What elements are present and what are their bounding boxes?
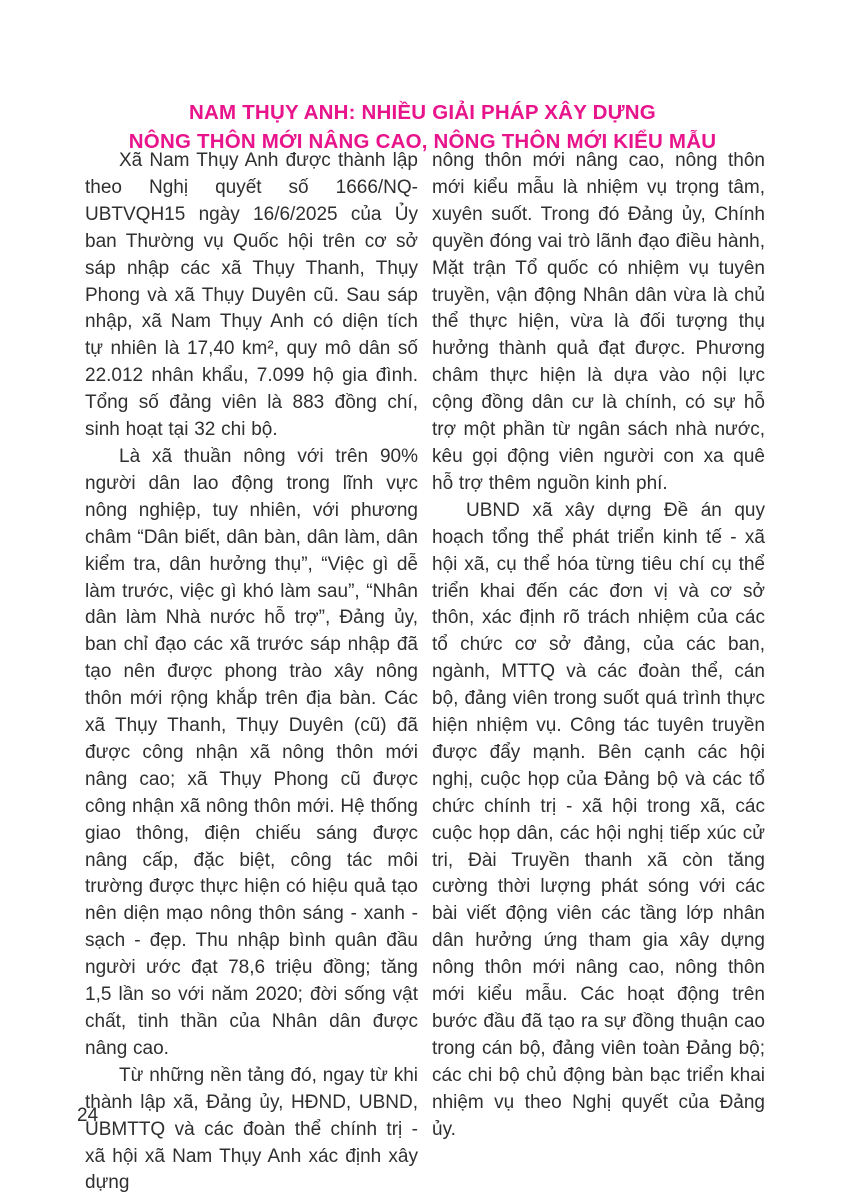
page-number: 24 (77, 1105, 99, 1126)
article-title-line2: NÔNG THÔN MỚI NÂNG CAO, NÔNG THÔN MỚI KIỂU MẪU (128, 129, 717, 153)
article-body (85, 148, 765, 1197)
paragraph-planning-propaganda: UBND xã xây dựng Đề án quy hoạch tổng thể phát triển kinh tế - xã hội xã, cụ thể hóa từng tiêu chí cụ thể triển khai đến các đơn vị và cơ sở thôn, xác định rõ trách nhiệm của các tổ chức cơ sở đảng, của các ban, ngành, MTTQ và các đoàn thể, cán bộ, đảng viên trong suốt quá trình thực hiện nhiệm vụ. Công tác tuyên truyền được đẩy mạnh. Bên cạnh các hội nghị, cuộc họp của Đảng bộ và các tổ chức chính trị - xã hội trong xã, các cuộc họp dân, các hội nghị tiếp xúc cử tri, Đài Truyền thanh xã còn tăng cường thời lượng phát sóng với các bài viết động viên các tầng lớp nhân dân hưởng ứng tham gia xây dựng nông thôn mới nâng cao, nông thôn mới kiểu mẫu. Các hoạt động trên bước đầu đã tạo ra sự đồng thuận cao trong cán bộ, đảng viên toàn Đảng bộ; các chi bộ chủ động bàn bạc triển khai nhiệm vụ theo Nghị quyết của Đảng ủy. (432, 499, 765, 1140)
paragraph-foundation-start: Từ những nền tảng đó, ngay từ khi thành lập xã, Đảng ủy, HĐND, UBND, UBMTTQ và các đoàn thể chính trị - xã hội xã Nam Thụy Anh xác định xây dựng (85, 1064, 418, 1194)
left-column (85, 148, 418, 1197)
right-column (432, 148, 765, 1197)
article-title-line1: NAM THỤY ANH: NHIỀU GIẢI PHÁP XÂY DỰNG (189, 100, 656, 124)
paragraph-establishment: Xã Nam Thụy Anh được thành lập theo Nghị quyết số 1666/NQ-UBTVQH15 ngày 16/6/2025 của Ủy ban Thường vụ Quốc hội trên cơ sở sáp nhập các xã Thụy Thanh, Thụy Phong và xã Thụy Duyên cũ. Sau sáp nhập, xã Nam Thụy Anh có diện tích tự nhiên là 17,40 km², quy mô dân số 22.012 nhân khẩu, 7.099 hộ gia đình. Tổng số đảng viên là 883 đồng chí, sinh hoạt tại 32 chi bộ. (85, 150, 418, 441)
paragraph-agriculture-achievements: Là xã thuần nông với trên 90% người dân lao động trong lĩnh vực nông nghiệp, tuy nhiên, với phương châm “Dân biết, dân bàn, dân làm, dân kiểm tra, dân hưởng thụ”, “Việc gì dễ làm trước, việc gì khó làm sau”, “Nhân dân làm Nhà nước hỗ trợ”, Đảng ủy, ban chỉ đạo các xã trước sáp nhập đã tạo nên được phong trào xây nông thôn mới rộng khắp trên địa bàn. Các xã Thụy Thanh, Thụy Duyên (cũ) đã được công nhận xã nông thôn mới nâng cao; xã Thụy Phong cũ được công nhận xã nông thôn mới. Hệ thống giao thông, điện chiếu sáng được nâng cấp, đặc biệt, công tác môi trường được thực hiện có hiệu quả tạo nên diện mạo nông thôn sáng - xanh - sạch - đẹp. Thu nhập bình quân đầu người ước đạt 78,6 triệu đồng; tăng 1,5 lần so với năm 2020; đời sống vật chất, tinh thần của Nhân dân được nâng cao. (85, 445, 418, 1059)
paragraph-foundation-continued: nông thôn mới nâng cao, nông thôn mới kiểu mẫu là nhiệm vụ trọng tâm, xuyên suốt. Trong đó Đảng ủy, Chính quyền đóng vai trò lãnh đạo điều hành, Mặt trận Tổ quốc có nhiệm vụ tuyên truyền, vận động Nhân dân vừa là chủ thể thực hiện, vừa là đối tượng thụ hưởng thành quả đạt được. Phương châm thực hiện là dựa vào nội lực cộng đồng dân cư là chính, có sự hỗ trợ một phần từ ngân sách nhà nước, kêu gọi động viên người con xa quê hỗ trợ thêm nguồn kinh phí. (432, 150, 765, 494)
